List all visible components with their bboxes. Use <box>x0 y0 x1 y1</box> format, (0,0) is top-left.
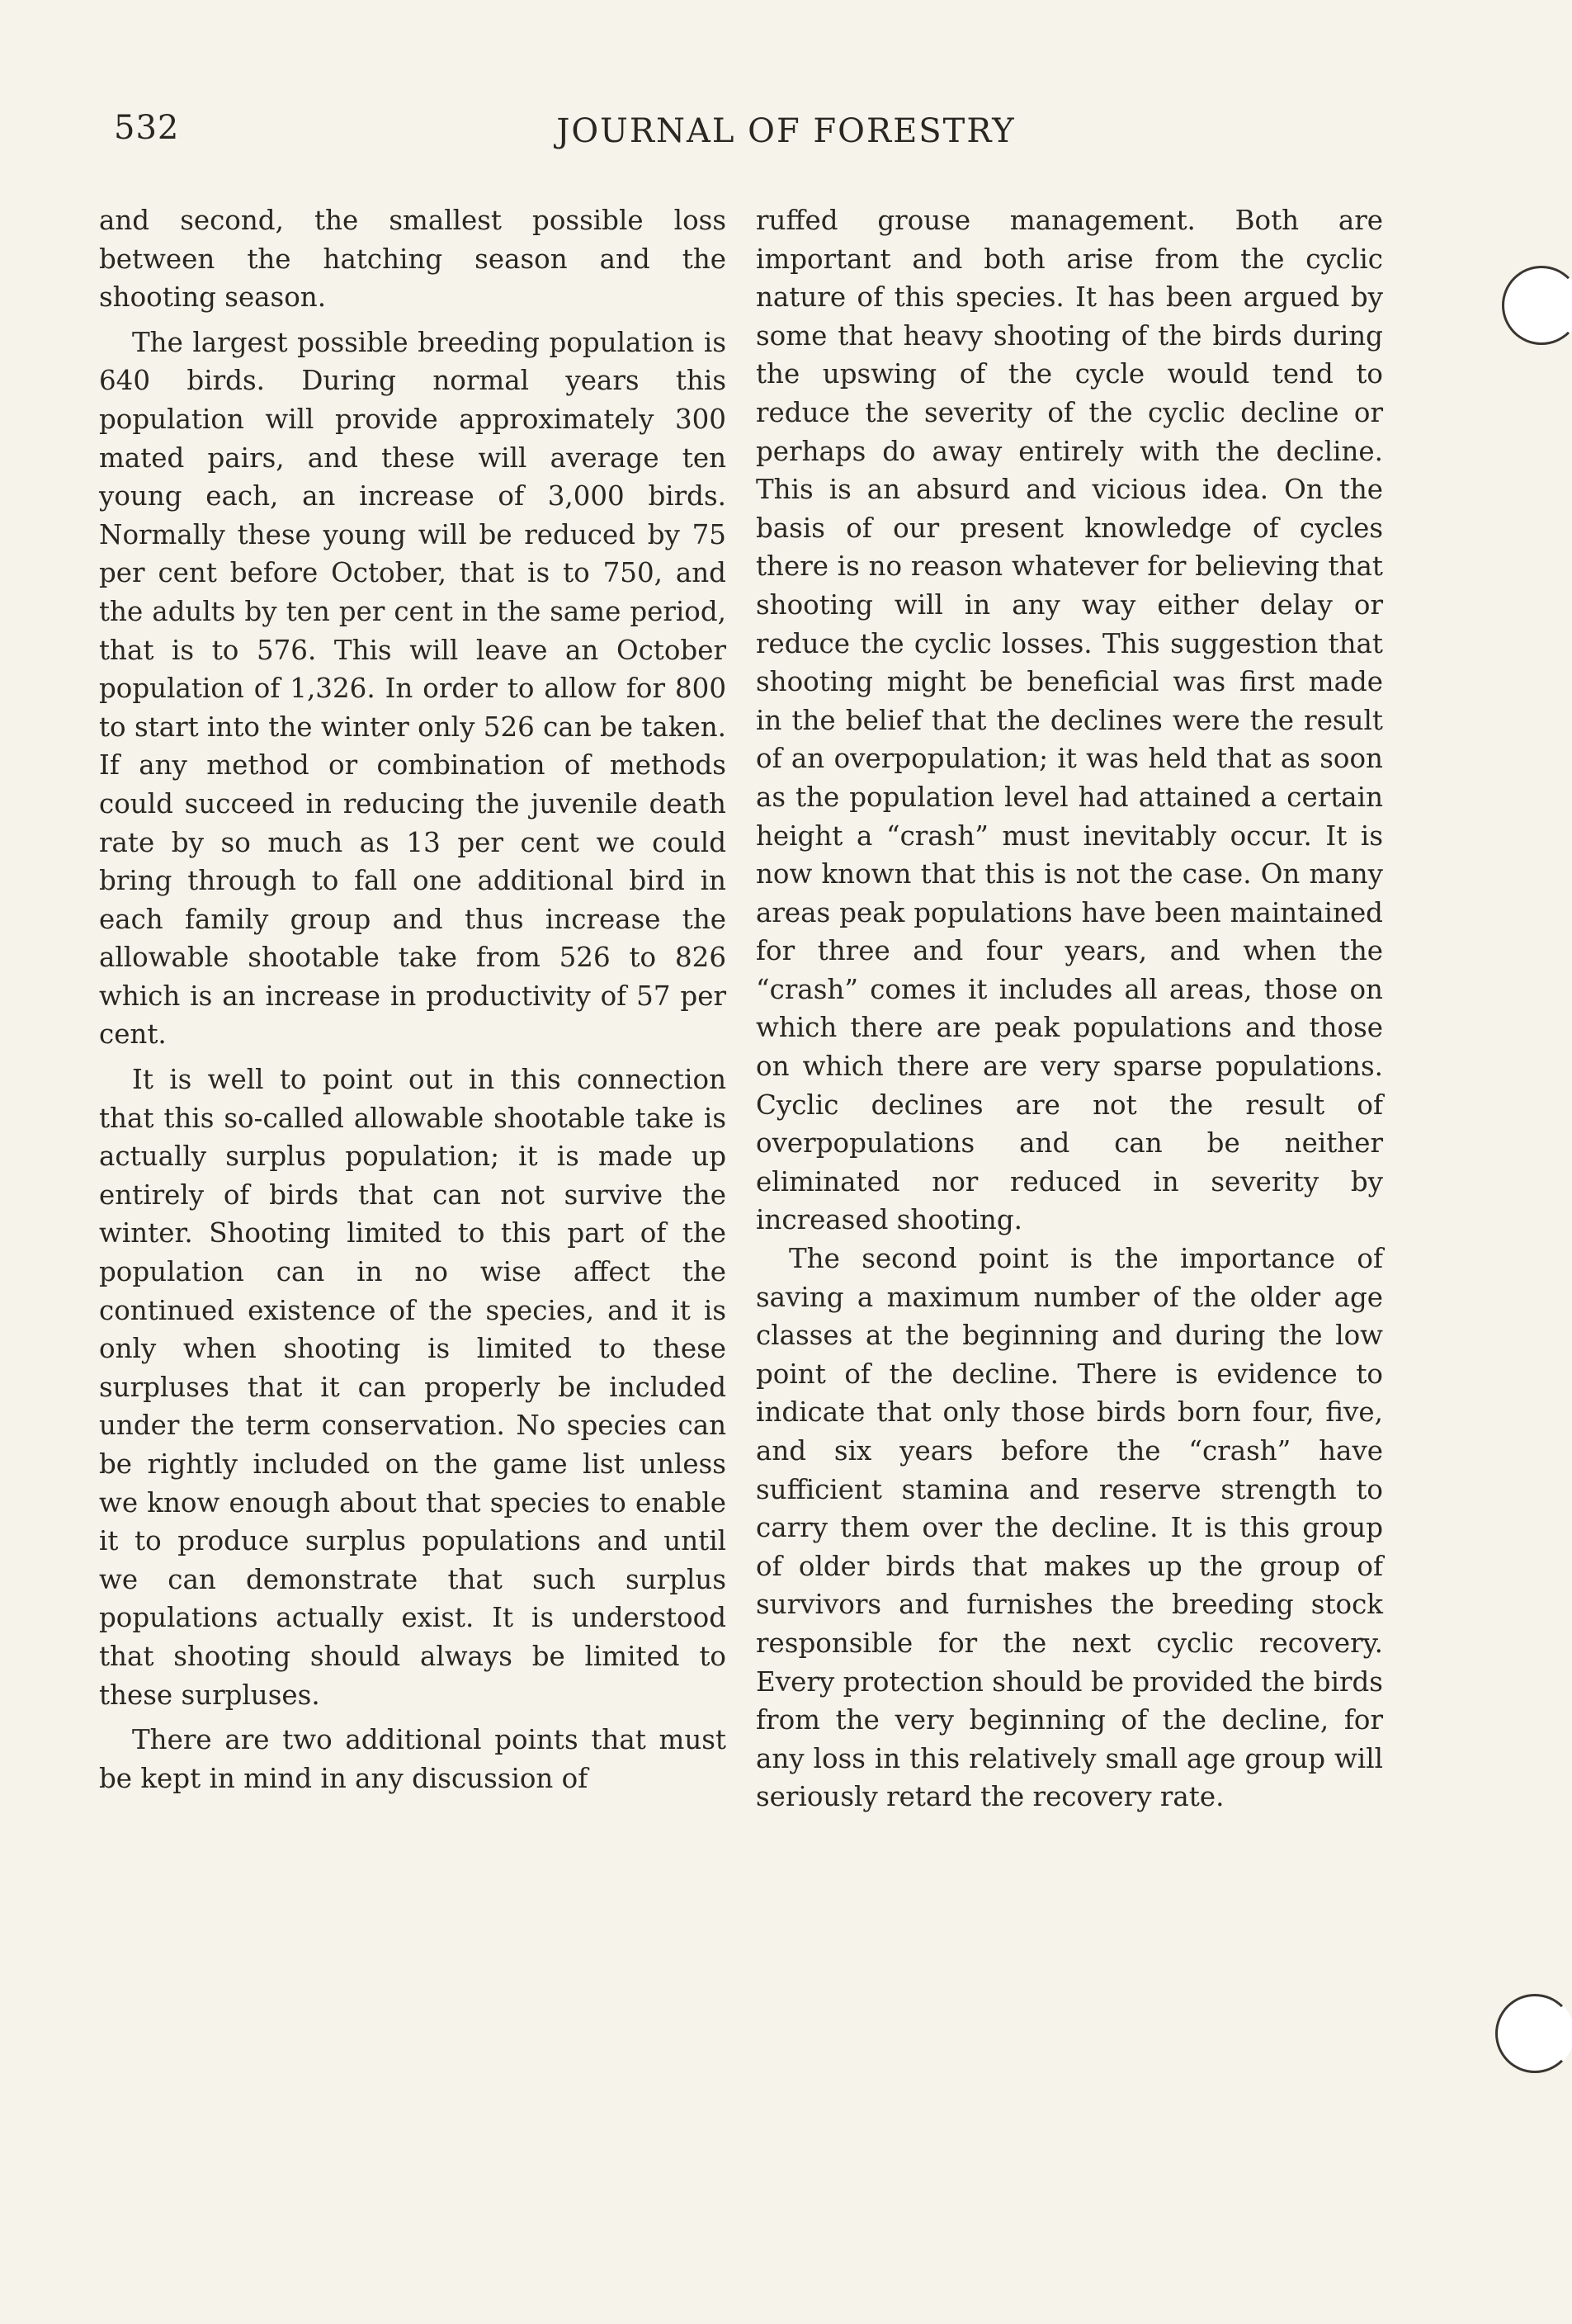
journal-title: JOURNAL OF FORESTRY <box>556 112 1016 150</box>
binder-hole-top <box>1502 266 1572 345</box>
right-paragraph-2: The second point is the importance of saving a maximum number of the older age classes at the beginning and during the low point of the decline. There is evidence to indicate that only those birds born four, five, and six years before the “crash” have sufficient stamina and reserve strength to carry them over the decline. It is this group of older birds that makes up the group of survivors and furnishes the breeding stock responsible for the next cyclic recovery. Every protection should be provided the birds from the very beginning of the decline, for any loss in this relatively small age group will seriously retard the recovery rate. <box>756 1243 1383 1813</box>
left-paragraph-2: The largest possible breeding population is 640 birds. During normal years this population will provide approximately 300 mated pairs, and these will average ten young each, an increase of 3,000 birds. Normally these young will be reduced by 75 per cent before October, that is to 750, and the adults by ten per cent in the same period, that is to 576. This will leave an October population of 1,326. In order to allow for 800 to start into the winter only 526 can be taken. If any method or combination of methods could succeed in reducing the juvenile death rate by so much as 13 per cent we could bring through to fall one additional bird in each family group and thus increase the allowable shootable take from 526 to 826 which is an increase in productivity of 57 per cent. <box>99 326 726 1051</box>
page-number: 532 <box>114 109 180 147</box>
right-paragraph-1: ruffed grouse management. Both are important and both arise from the cyclic nature of this species. It has been argued by some that heavy shooting of the birds during the upswing of the cycle would tend to reduce the severity of the cyclic decline or perhaps do away entirely with the decline. This is an absurd and vicious idea. On the basis of our present knowledge of cycles there is no reason whatever for believing that shooting will in any way either delay or reduce the cyclic losses. This suggestion that shooting might be beneficial was first made in the belief that the declines were the result of an overpopulation; it was held that as soon as the population level had attained a certain height a “crash” must inevitably occur. It is now known that this is not the case. On many areas peak populations have been maintained for three and four years, and when the “crash” comes it includes all areas, those on which there are peak populations and those on which there are very sparse populations. Cyclic declines are not the result of overpopulations and can be neither eliminated nor reduced in severity by increased shooting. <box>756 205 1383 1236</box>
left-paragraph-4: There are two additional points that must be kept in mind in any discussion of <box>99 1724 726 1794</box>
left-paragraph-3: It is well to point out in this connection that this so-called allowable shootable take is actually surplus population; it is made up entirely of birds that can not survive the winter. Shooting limited to this part of the population can in no wise affect the continued existence of the species, and it is only when shooting is limited to these surpluses that it can properly be included under the term conservation. No species can be rightly included on the game list unless we know enough about that species to enable it to produce surplus populations and until we can demonstrate that such surplus populations actually exist. It is understood that shooting should always be limited to these surpluses. <box>99 1064 726 1711</box>
left-column <box>99 201 726 1797</box>
binder-hole-bottom <box>1495 1994 1572 2073</box>
left-paragraph-1: and second, the smallest possible loss between the hatching season and the shooting season. <box>99 205 726 314</box>
right-column <box>756 201 1383 1816</box>
